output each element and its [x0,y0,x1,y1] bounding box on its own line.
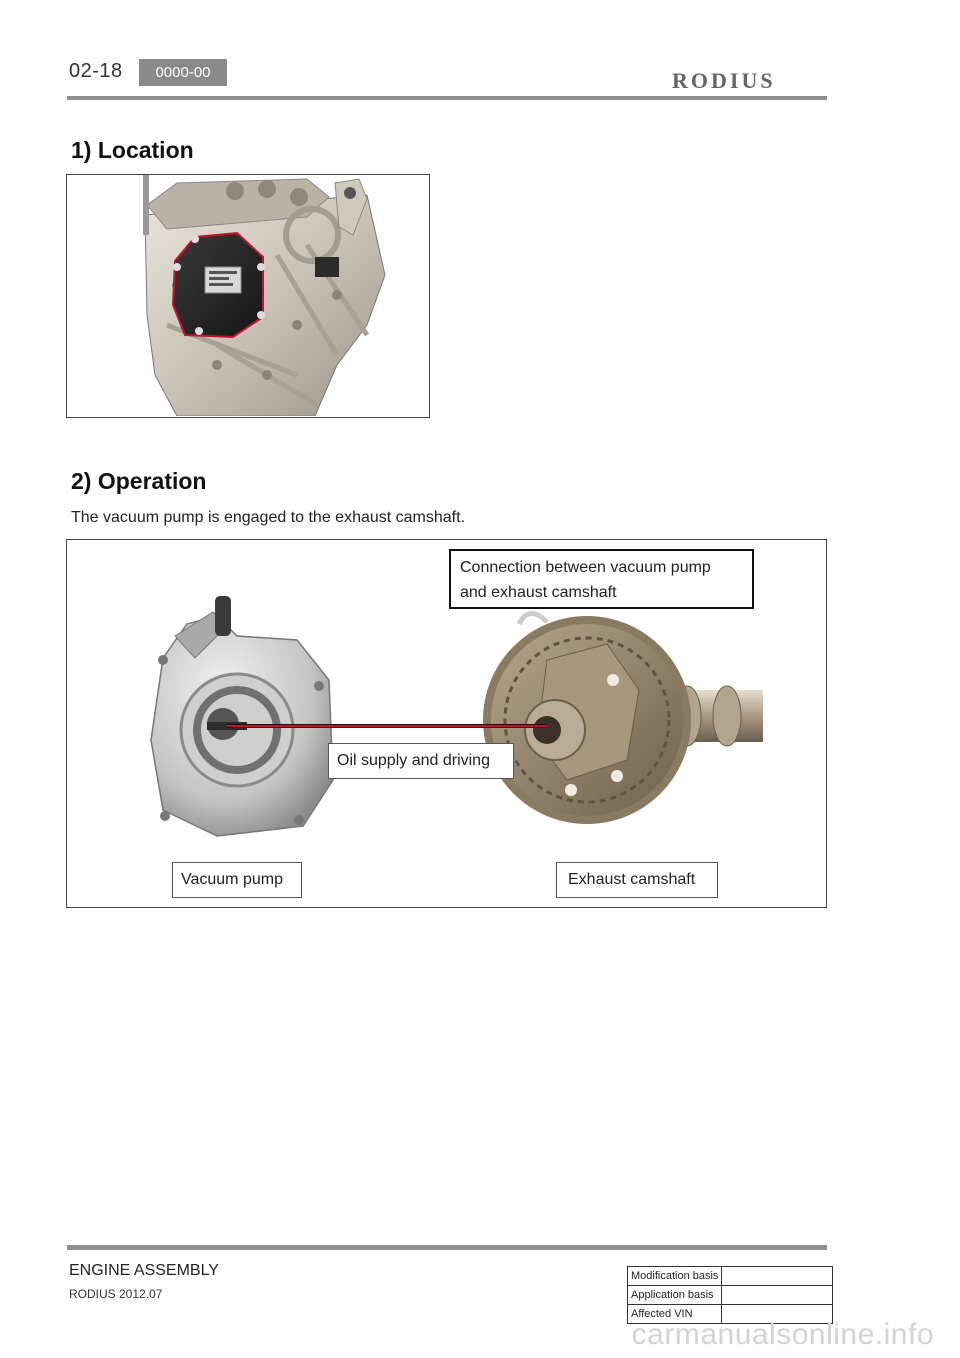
connection-callout [449,549,754,609]
operation-heading: 2) Operation [71,468,207,494]
exhaust-camshaft-image [483,613,763,824]
revision-value [722,1286,833,1305]
operation-description: The vacuum pump is engaged to the exhaust camshaft. [71,509,466,526]
revision-row [628,1267,833,1286]
brand-logo: RODIUS [672,68,776,93]
footer-subtitle: RODIUS 2012.07 [69,1287,163,1301]
revision-row [628,1286,833,1305]
page-number: 02-18 [69,60,123,82]
engine-head-illustration [67,175,428,416]
revision-table [627,1266,833,1324]
location-heading: 1) Location [71,137,194,163]
revision-value [722,1267,833,1286]
footer-title: ENGINE ASSEMBLY [69,1262,219,1279]
footer-divider [67,1245,827,1250]
connection-callout-line2: and exhaust camshaft [460,584,617,601]
exhaust-camshaft-callout: Exhaust camshaft [556,862,718,898]
watermark: carmanualsonline.info [631,1318,934,1351]
vacuum-pump-callout: Vacuum pump [172,862,302,898]
location-photo [66,174,430,418]
revision-label: Affected VIN [628,1305,722,1324]
oil-supply-callout: Oil supply and driving [328,743,514,779]
connection-callout-line1: Connection between vacuum pump [460,559,711,576]
header-divider [67,96,827,100]
section-code-badge: 0000-00 [139,59,227,86]
revision-label: Application basis [628,1286,722,1305]
vacuum-pump-image [151,596,333,836]
revision-label: Modification basis [628,1267,722,1286]
